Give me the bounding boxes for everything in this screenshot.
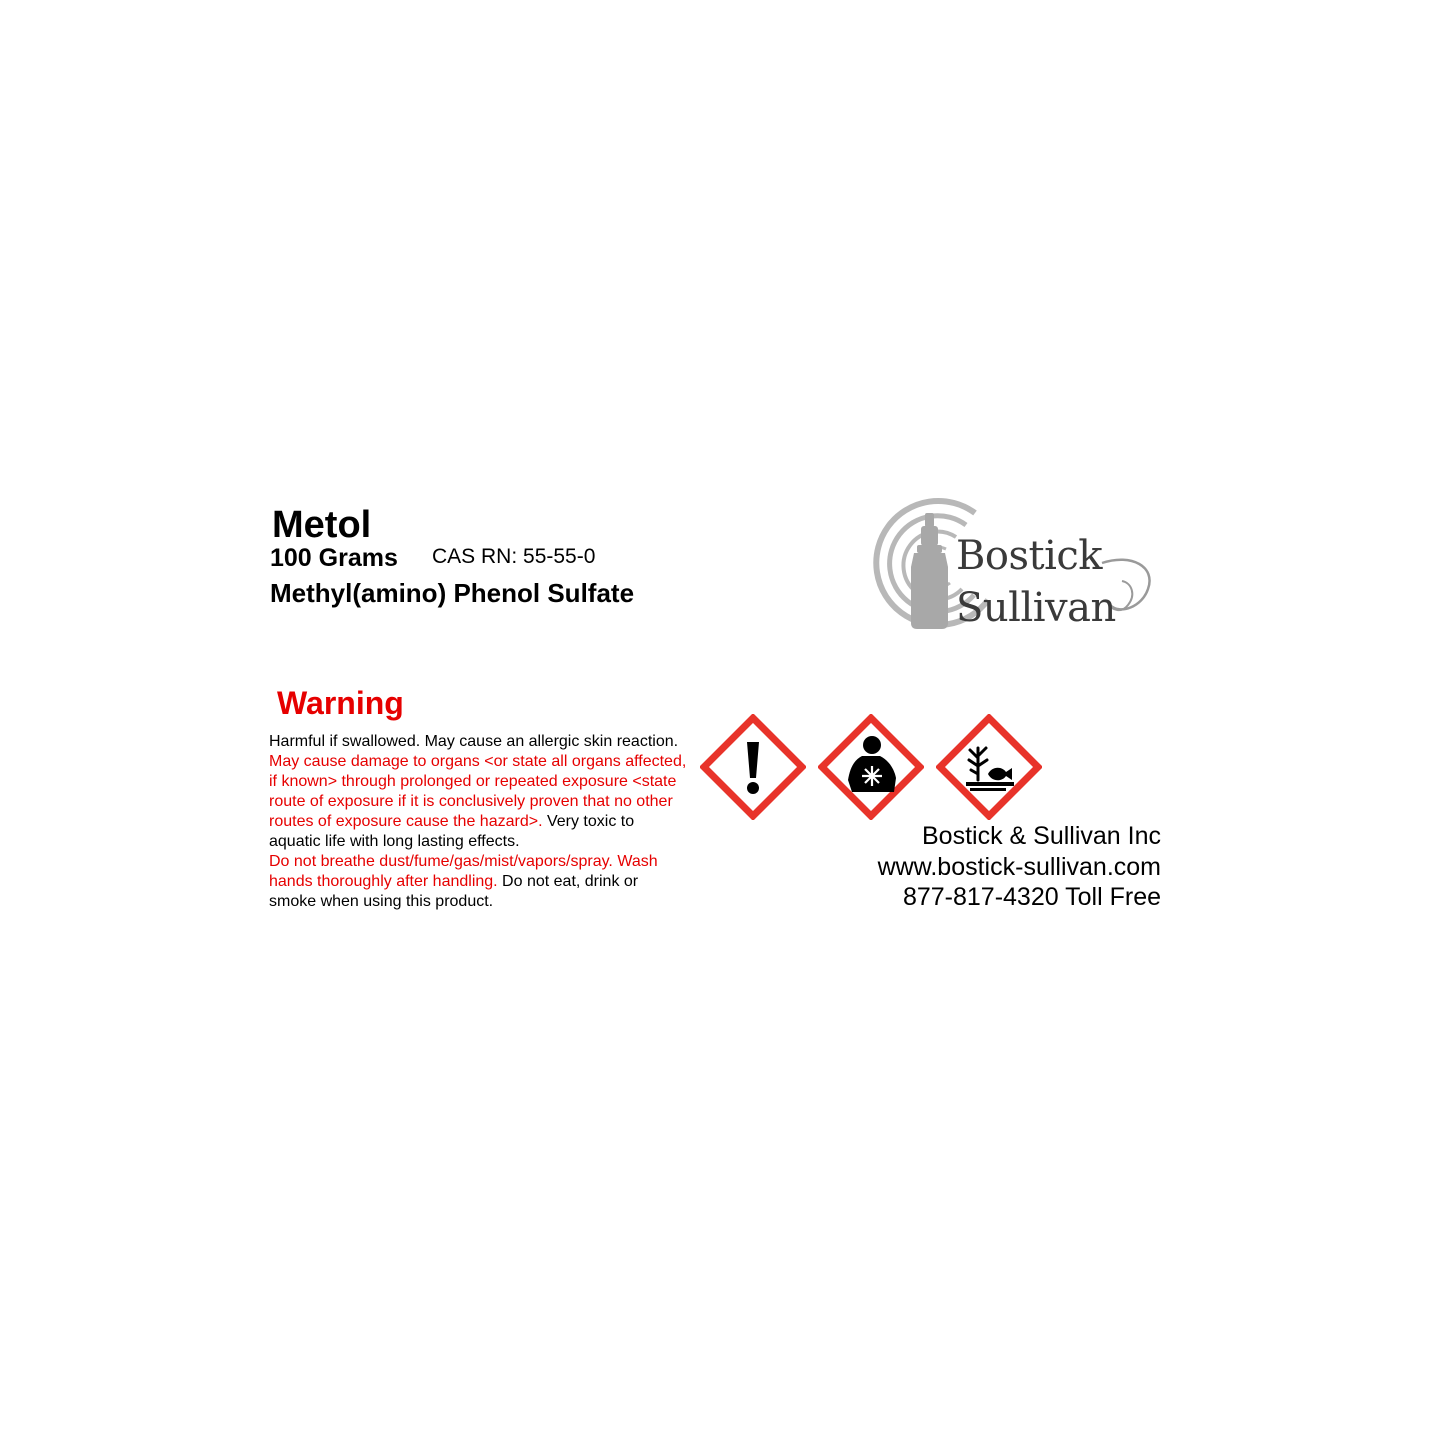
product-name: Metol [272, 504, 372, 546]
hazard-statement-organs: May cause damage to organs <or state all organs affected, if known> through prolonged or repeated exposure <state route of exposure if it is conclusively proven that no other routes of exposure cause the hazard>. [269, 753, 687, 830]
environment-icon [936, 714, 1042, 820]
ghs-pictograms [700, 714, 1045, 820]
company-website[interactable]: www.bostick-sullivan.com [877, 853, 1161, 881]
hazard-statement-swallow: Harmful if swallowed. May cause an allergic skin reaction. [269, 733, 679, 750]
precaution-breathe: Do not breathe dust/fume/gas/mist/vapors/spray. Wash hands thoroughly after handling. [269, 853, 658, 890]
hazard-statement-aquatic: Very toxic to aquatic life with long lasting effects. [269, 813, 635, 850]
hazard-statements [269, 732, 689, 912]
chemical-name: Methyl(amino) Phenol Sulfate [270, 578, 635, 608]
exclamation-mark-icon [700, 714, 806, 820]
precaution-eat: Do not eat, drink or smoke when using this product. [269, 873, 639, 910]
product-quantity: 100 Grams [270, 544, 398, 572]
company-logo [870, 495, 1160, 635]
company-phone: 877-817-4320 Toll Free [902, 883, 1161, 911]
health-hazard-icon [818, 714, 924, 820]
signal-word: Warning [277, 685, 404, 721]
logo-text-bostick: Bostick [956, 533, 1103, 579]
logo-text-sullivan: Sullivan [956, 585, 1116, 631]
company-name: Bostick & Sullivan Inc [922, 822, 1161, 850]
cas-number: CAS RN: 55-55-0 [432, 545, 596, 568]
